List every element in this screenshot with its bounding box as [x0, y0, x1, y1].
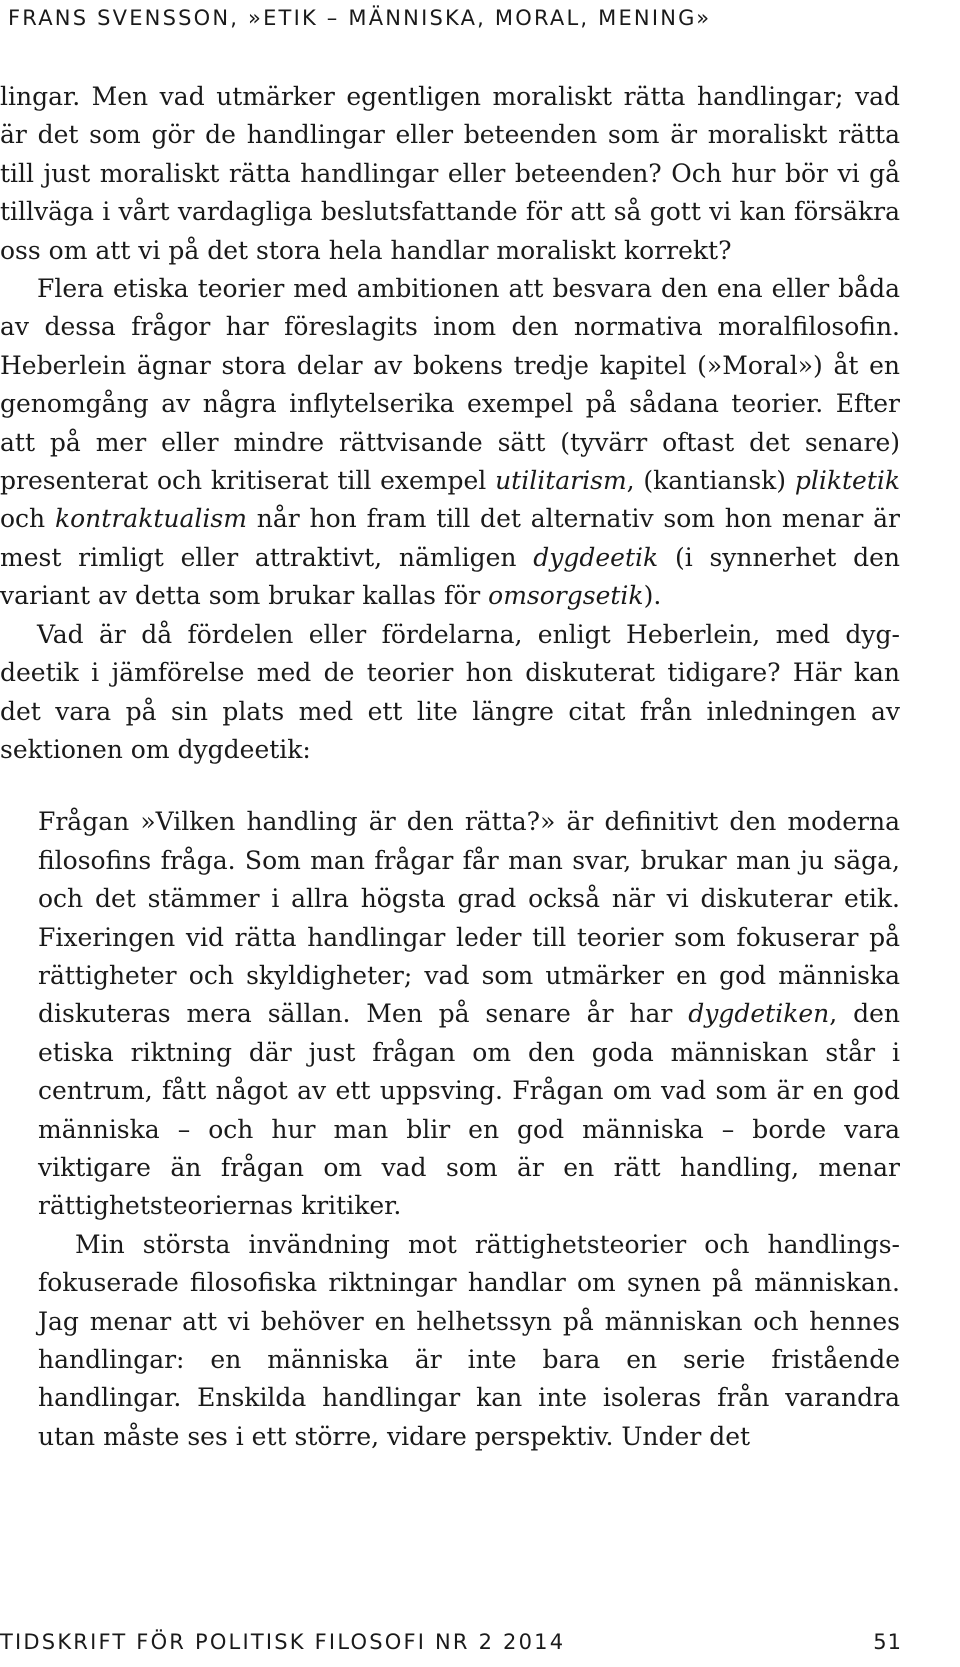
page-number: 51 [873, 1630, 902, 1654]
term-utilitarism: utilitarism [495, 466, 627, 496]
paragraph-3: Vad är då fördelen eller fördelarna, enligt Heberlein, med dygdeetik i jämförelse med de teorier hon diskuterat tidigare? Här kan det vara på sin plats med ett lite längre citat från inledningen av sektionen om dygdeetik: [0, 619, 900, 764]
term-kontraktualism: kontraktualism [54, 504, 247, 534]
paragraph-2: Flera etiska teorier med ambitionen att besvara den ena eller båda av dessa frågor har föreslagits inom den normativa moralfilosofin. Heberlein ägnar stora delar av bokens tredje kapitel (»Moral») åt en genomgång av några inflytelserika exempel på sådana teorier. Efter att på mer eller mindre rättvisande sätt (tyvärr oftast det senare) presenterat och kritiserat till exempel utilitarism, (kantiansk) pliktetik och kontraktualism når hon fram till det alternativ som hon menar är mest rimligt eller attraktivt, nämligen dygdeetik (i synnerhet den variant av detta som brukar kallas för omsorgsetik). [0, 274, 901, 611]
body-text [0, 78, 900, 1456]
running-head: FRANS SVENSSON, »ETIK – MÄNNISKA, MORAL, MENING» [8, 6, 712, 30]
term-pliktetik: pliktetik [794, 466, 901, 496]
term-dygdetiken: dygdetiken [688, 999, 830, 1029]
paragraph-1: lingar. Men vad utmärker egentligen moraliskt rätta handlingar; vad är det som gör de handlingar eller beteenden som är moraliskt rätta till just moraliskt rätta handlingar eller beteenden? Och hur bör vi gå tillväga i vårt vardagliga beslutsfattande för att så gott vi kan försäkra oss om att vi på det stora hela handlar moraliskt korrekt? [0, 82, 900, 265]
term-omsorgsetik: omsorgsetik [488, 581, 644, 611]
block-quote-paragraph-2: Min största invändning mot rättighetsteorier och handlingsfokuserade filosofiska riktningar handlar om synen på människan. Jag menar att vi behöver en helhetssyn på människan och hennes handlingar: en människa är inte bara en serie fristående handlingar. Enskilda handlingar kan inte isoleras från varandra utan måste ses i ett större, vidare perspektiv. Under det [38, 1229, 900, 1451]
journal-footer: TIDSKRIFT FÖR POLITISK FILOSOFI NR 2 2014 [0, 1630, 566, 1654]
term-dygdeetik: dygdeetik [533, 542, 659, 572]
block-quote-paragraph-1: Frågan »Vilken handling är den rätta?» är definitivt den moderna filosofins fråga. Som man frågar får man svar, brukar man ju säga, och det stämmer i allra högsta grad också när vi diskuterar etik. Fixeringen vid rätta handlingar leder till teorier som fokuserar på rättigheter och skyldigheter; vad som utmärker en god människa diskuteras mera sällan. Men på senare år har dygdetiken, den etiska riktning där just frågan om den goda människan står i centrum, fått något av ett uppsving. Frågan om vad som är en god människa – och hur man blir en god människa – borde vara viktigare än frågan om vad som är en rätt handling, menar rättighetsteoriernas kritiker. [38, 807, 900, 1221]
